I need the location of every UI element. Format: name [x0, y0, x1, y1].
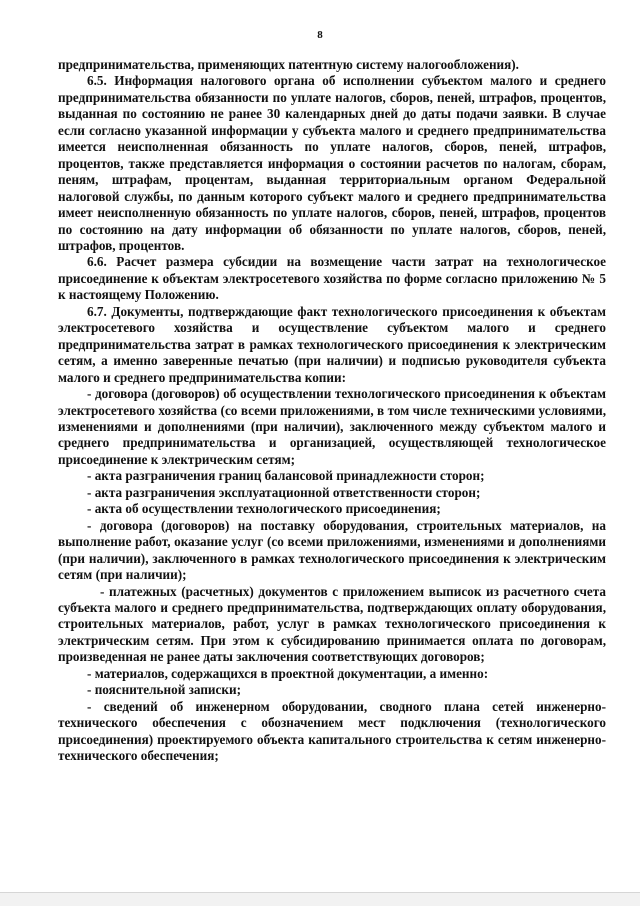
- page-bottom-edge: [0, 892, 640, 906]
- list-item-project-materials: - материалов, содержащихся в проектной документации, а именно:: [87, 665, 489, 681]
- paragraph-6-7: 6.7. Документы, подтверждающие факт технологического присоединения к объектам электросетевого хозяйства и осуществление субъектом малого и среднего предпринимательства затрат в рамках технологического присоединения к электрическим сетям, а именно заверенные печатью (при наличии) и подписью руководителя субъекта малого и среднего предпринимательства копии:: [58, 303, 606, 385]
- list-item-explanatory-note: - пояснительной записки;: [87, 682, 241, 698]
- list-item-operational-act: - акта разграничения эксплуатационной ответственности сторон;: [87, 484, 481, 500]
- page-number: 8: [317, 29, 323, 41]
- paragraph-0: предпринимательства, применяющих патентную систему налогообложения).: [58, 57, 519, 72]
- list-item-balance-act: - акта разграничения границ балансовой принадлежности сторон;: [87, 468, 485, 484]
- list-item-supply-contract: - договора (договоров) на поставку оборудования, строительных материалов, на выполнение работ, оказание услуг (со всеми приложениями, изменениями и дополнениями (при наличии), заключенного в рамках технологического присоединения к электрическим сетям (при наличии);: [58, 517, 606, 583]
- paragraph-6-6: 6.6. Расчет размера субсидии на возмещение части затрат на технологическое присоединение к объектам электросетевого хозяйства по форме согласно приложению № 5 к настоящему Положению.: [58, 254, 606, 303]
- list-item-connection-act: - акта об осуществлении технологического присоединения;: [87, 501, 441, 517]
- document-body: [58, 57, 606, 764]
- list-item-connection-contract: - договора (договоров) об осуществлении технологического присоединения к объектам электросетевого хозяйства (со всеми приложениями, в том числе техническими условиями, изменениями и дополнениями (при наличии), заключенного между субъектом малого и среднего предпринимательства и организацией, осуществляющей технологическое присоединение к электрическим сетям;: [58, 386, 606, 467]
- paragraph-6-5: 6.5. Информация налогового органа об исполнении субъектом малого и среднего предпринимательства обязанности по уплате налогов, сборов, пеней, штрафов, процентов, выданная по состоянию не ранее 30 календарных дней до даты подачи заявки. В случае если согласно указанной информации у субъекта малого и среднего предпринимательства имеется неисполненная обязанность по уплате налогов, сборов, пеней, штрафов, процентов, также представляется информация о состоянии расчетов по налогам, сборам, пеням, штрафам, процентам, выданная территориальным органом Федеральной налоговой службы, по данным которого субъект малого и среднего предпринимательства имеет неисполненную обязанность по уплате налогов, сборов, пеней, штрафов, процентов по состоянию на дату информации об обязанности по уплате налогов, сборов, пеней, штрафов, процентов.: [58, 73, 606, 253]
- list-item-payment-documents: - платежных (расчетных) документов с приложением выписок из расчетного счета субъекта малого и среднего предпринимательства, подтверждающих оплату оборудования, строительных материалов, работ, услуг в рамках технологического присоединения к электрическим сетям. При этом к субсидированию принимается оплата по договорам, произведенная не ранее даты заключения соответствующих договоров;: [58, 583, 606, 665]
- list-item-engineering-info: - сведений об инженерном оборудовании, сводного плана сетей инженерно-технического обеспечения с обозначением мест подключения (технологического присоединения) проектируемого объекта капитального строительства к сетям инженерно-технического обеспечения;: [58, 698, 606, 764]
